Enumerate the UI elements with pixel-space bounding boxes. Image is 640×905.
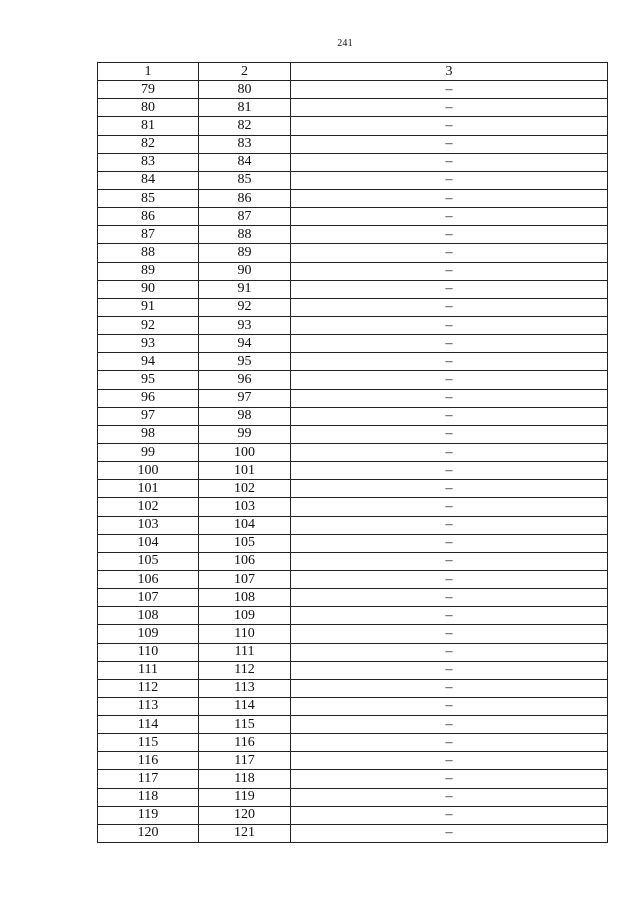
table-cell-col2: 114 — [199, 697, 291, 715]
table-cell-col3: – — [291, 697, 608, 715]
table-row — [98, 407, 608, 425]
table-cell-col3: – — [291, 81, 608, 99]
table-row — [98, 534, 608, 552]
table-row — [98, 244, 608, 262]
table-row — [98, 135, 608, 153]
table-cell-col3: – — [291, 462, 608, 480]
table-cell-col1: 120 — [98, 824, 199, 842]
table-cell-col2: 118 — [199, 770, 291, 788]
table-row — [98, 262, 608, 280]
table-cell-col2: 88 — [199, 226, 291, 244]
table-cell-col2: 102 — [199, 480, 291, 498]
table-row — [98, 425, 608, 443]
table-cell-col3: – — [291, 407, 608, 425]
table-cell-col3: – — [291, 298, 608, 316]
table-cell-col1: 98 — [98, 425, 199, 443]
table-cell-col2: 119 — [199, 788, 291, 806]
table-row — [98, 389, 608, 407]
table-row — [98, 806, 608, 824]
table-cell-col3: – — [291, 99, 608, 117]
table-row — [98, 208, 608, 226]
table-cell-col3: – — [291, 498, 608, 516]
table-cell-col2: 115 — [199, 716, 291, 734]
table-cell-col2: 84 — [199, 153, 291, 171]
table-cell-col1: 103 — [98, 516, 199, 534]
table-cell-col1: 86 — [98, 208, 199, 226]
table-cell-col3: – — [291, 770, 608, 788]
table-cell-col1: 116 — [98, 752, 199, 770]
table-cell-col3: – — [291, 661, 608, 679]
table-cell-col1: 94 — [98, 353, 199, 371]
table-cell-col1: 112 — [98, 679, 199, 697]
table-cell-col3: – — [291, 516, 608, 534]
table-cell-col2: 87 — [199, 208, 291, 226]
table-row — [98, 552, 608, 570]
table-cell-col3: – — [291, 752, 608, 770]
table-cell-col3: – — [291, 788, 608, 806]
table-cell-col3: – — [291, 480, 608, 498]
table-row — [98, 625, 608, 643]
table-cell-col3: – — [291, 189, 608, 207]
table-cell-col1: 79 — [98, 81, 199, 99]
table-cell-col2: 117 — [199, 752, 291, 770]
table-cell-col2: 89 — [199, 244, 291, 262]
table-cell-col1: 111 — [98, 661, 199, 679]
table-cell-col1: 119 — [98, 806, 199, 824]
table-cell-col3: – — [291, 824, 608, 842]
table-row — [98, 788, 608, 806]
table-row — [98, 661, 608, 679]
table-row — [98, 679, 608, 697]
table-cell-col2: 82 — [199, 117, 291, 135]
table-row — [98, 697, 608, 715]
table-cell-col3: – — [291, 443, 608, 461]
table-cell-col3: – — [291, 552, 608, 570]
table-cell-col3: – — [291, 117, 608, 135]
table-row — [98, 643, 608, 661]
table-cell-col1: 100 — [98, 462, 199, 480]
table-row — [98, 353, 608, 371]
table-cell-col2: 80 — [199, 81, 291, 99]
table-cell-col3: – — [291, 643, 608, 661]
table-cell-col2: 83 — [199, 135, 291, 153]
table-row — [98, 81, 608, 99]
table-cell-col1: 97 — [98, 407, 199, 425]
table-row — [98, 335, 608, 353]
table-cell-col1: 89 — [98, 262, 199, 280]
table-cell-col1: 93 — [98, 335, 199, 353]
table-row — [98, 462, 608, 480]
table-cell-col3: – — [291, 153, 608, 171]
table-cell-col2: 97 — [199, 389, 291, 407]
table-cell-col1: 118 — [98, 788, 199, 806]
table-cell-col2: 106 — [199, 552, 291, 570]
table-cell-col3: – — [291, 135, 608, 153]
table-cell-col1: 87 — [98, 226, 199, 244]
table-cell-col2: 113 — [199, 679, 291, 697]
table-row — [98, 371, 608, 389]
table-cell-col2: 92 — [199, 298, 291, 316]
table-row — [98, 716, 608, 734]
table-cell-col3: – — [291, 316, 608, 334]
table-cell-col3: – — [291, 226, 608, 244]
table-cell-col2: 105 — [199, 534, 291, 552]
table-cell-col1: 105 — [98, 552, 199, 570]
table-cell-col1: 110 — [98, 643, 199, 661]
table-row — [98, 752, 608, 770]
table-cell-col3: – — [291, 280, 608, 298]
table-cell-col1: 108 — [98, 607, 199, 625]
table-cell-col1: 113 — [98, 697, 199, 715]
column-header-2: 2 — [199, 63, 291, 81]
table-cell-col3: – — [291, 353, 608, 371]
table-row — [98, 570, 608, 588]
table-cell-col1: 104 — [98, 534, 199, 552]
table-cell-col2: 86 — [199, 189, 291, 207]
table-cell-col2: 109 — [199, 607, 291, 625]
header-row — [98, 63, 608, 81]
table-row — [98, 480, 608, 498]
table-cell-col3: – — [291, 570, 608, 588]
table-cell-col2: 110 — [199, 625, 291, 643]
table-body — [98, 81, 608, 843]
table-row — [98, 770, 608, 788]
table-cell-col2: 121 — [199, 824, 291, 842]
table-row — [98, 316, 608, 334]
table-cell-col3: – — [291, 679, 608, 697]
column-header-1: 1 — [98, 63, 199, 81]
table-row — [98, 298, 608, 316]
table-cell-col2: 91 — [199, 280, 291, 298]
table-cell-col3: – — [291, 371, 608, 389]
table-cell-col1: 106 — [98, 570, 199, 588]
table-cell-col2: 103 — [199, 498, 291, 516]
table-cell-col2: 96 — [199, 371, 291, 389]
table-cell-col2: 85 — [199, 171, 291, 189]
table-cell-col3: – — [291, 625, 608, 643]
table-row — [98, 99, 608, 117]
table-cell-col2: 93 — [199, 316, 291, 334]
table-cell-col1: 114 — [98, 716, 199, 734]
table-cell-col3: – — [291, 607, 608, 625]
table-cell-col3: – — [291, 389, 608, 407]
table-cell-col2: 90 — [199, 262, 291, 280]
table-row — [98, 516, 608, 534]
table-cell-col1: 109 — [98, 625, 199, 643]
table-cell-col3: – — [291, 171, 608, 189]
table-header — [98, 63, 608, 81]
table-row — [98, 153, 608, 171]
table-cell-col3: – — [291, 534, 608, 552]
table-cell-col2: 104 — [199, 516, 291, 534]
table-row — [98, 589, 608, 607]
table-cell-col3: – — [291, 716, 608, 734]
page-number: 241 — [337, 38, 353, 49]
table-row — [98, 117, 608, 135]
table-cell-col2: 94 — [199, 335, 291, 353]
table-cell-col1: 83 — [98, 153, 199, 171]
table-row — [98, 189, 608, 207]
table-cell-col3: – — [291, 425, 608, 443]
table-cell-col3: – — [291, 244, 608, 262]
table-cell-col3: – — [291, 806, 608, 824]
table-cell-col2: 100 — [199, 443, 291, 461]
table-cell-col1: 82 — [98, 135, 199, 153]
table-cell-col1: 115 — [98, 734, 199, 752]
table-cell-col1: 88 — [98, 244, 199, 262]
table-cell-col2: 99 — [199, 425, 291, 443]
table-row — [98, 607, 608, 625]
table-cell-col3: – — [291, 335, 608, 353]
table-cell-col2: 116 — [199, 734, 291, 752]
table-cell-col3: – — [291, 208, 608, 226]
table-row — [98, 824, 608, 842]
table-cell-col1: 117 — [98, 770, 199, 788]
table-cell-col1: 96 — [98, 389, 199, 407]
table-cell-col3: – — [291, 589, 608, 607]
table-cell-col2: 81 — [199, 99, 291, 117]
table-cell-col2: 101 — [199, 462, 291, 480]
table-cell-col3: – — [291, 734, 608, 752]
table-row — [98, 443, 608, 461]
table-cell-col1: 81 — [98, 117, 199, 135]
column-header-3: 3 — [291, 63, 608, 81]
table-cell-col2: 98 — [199, 407, 291, 425]
table-cell-col1: 101 — [98, 480, 199, 498]
table-cell-col1: 92 — [98, 316, 199, 334]
table-row — [98, 226, 608, 244]
data-table — [97, 62, 608, 843]
table-cell-col1: 91 — [98, 298, 199, 316]
table-cell-col1: 102 — [98, 498, 199, 516]
table-cell-col3: – — [291, 262, 608, 280]
table-cell-col2: 112 — [199, 661, 291, 679]
table-cell-col1: 84 — [98, 171, 199, 189]
table-cell-col2: 108 — [199, 589, 291, 607]
table-row — [98, 498, 608, 516]
table-cell-col2: 107 — [199, 570, 291, 588]
table-cell-col1: 99 — [98, 443, 199, 461]
table-cell-col2: 95 — [199, 353, 291, 371]
table-cell-col1: 95 — [98, 371, 199, 389]
table-row — [98, 171, 608, 189]
table-row — [98, 734, 608, 752]
table-cell-col2: 120 — [199, 806, 291, 824]
table-cell-col1: 90 — [98, 280, 199, 298]
table-row — [98, 280, 608, 298]
table-cell-col2: 111 — [199, 643, 291, 661]
table-cell-col1: 80 — [98, 99, 199, 117]
table-cell-col1: 85 — [98, 189, 199, 207]
table-cell-col1: 107 — [98, 589, 199, 607]
